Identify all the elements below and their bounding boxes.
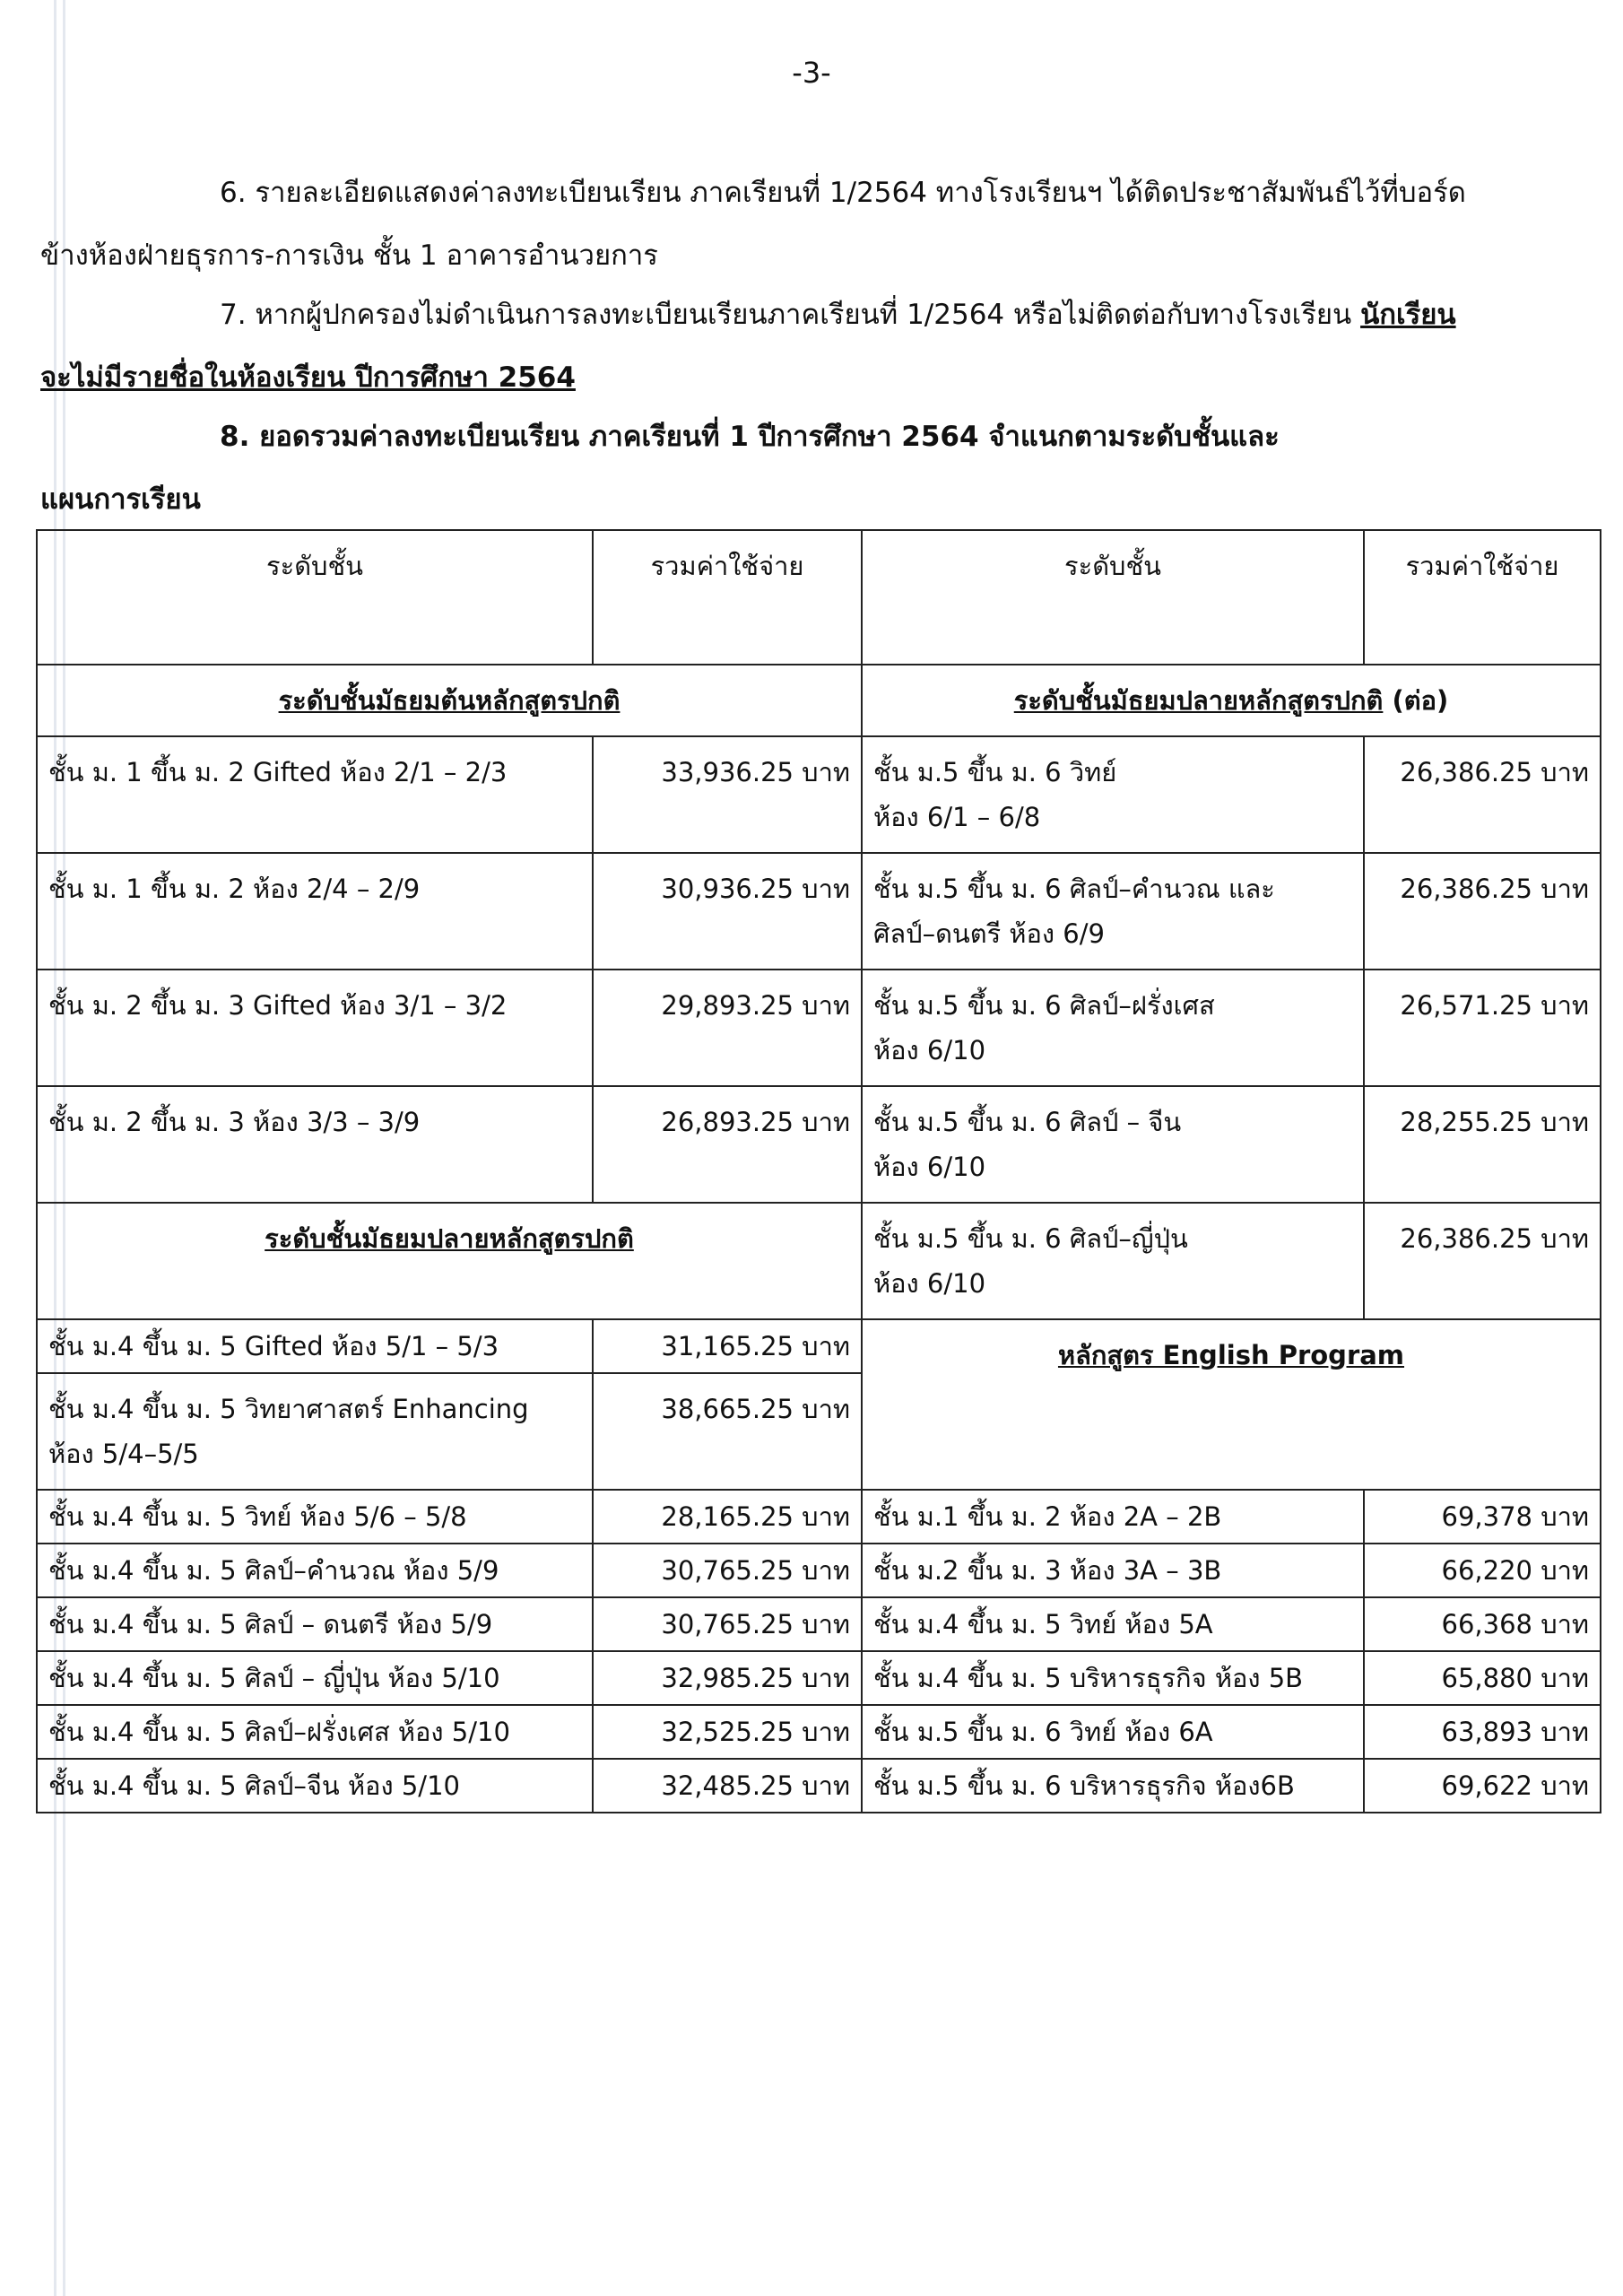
paragraph-6-line2: ข้างห้องฝ่ายธุรการ-การเงิน ชั้น 1 อาคารอำนวยการ: [40, 239, 658, 272]
row-label: ชั้น ม.4 ขึ้น ม. 5 ศิลป์ – ญี่ปุ่น ห้อง 5/10: [37, 1651, 593, 1705]
row-label: ชั้น ม.1 ขึ้น ม. 2 ห้อง 2A – 2B: [862, 1490, 1364, 1544]
row-label: ชั้น ม. 1 ขึ้น ม. 2 ห้อง 2/4 – 2/9: [37, 853, 593, 970]
table-row: [37, 736, 1601, 853]
table-header-row: [37, 530, 1601, 665]
section-upper-regular: ระดับชั้นมัธยมปลายหลักสูตรปกติ: [37, 1203, 862, 1319]
row-amount: 26,893.25 บาท: [593, 1086, 862, 1203]
row-label: ชั้น ม.4 ขึ้น ม. 5 ศิลป์–จีน ห้อง 5/10: [37, 1759, 593, 1813]
header-cost-left: รวมค่าใช้จ่าย: [593, 530, 862, 665]
row-amount: 66,220 บาท: [1364, 1544, 1601, 1597]
paragraph-6: [40, 161, 1511, 287]
row-amount: 66,368 บาท: [1364, 1597, 1601, 1651]
row-amount: 29,893.25 บาท: [593, 970, 862, 1086]
paragraph-7-warning-b: จะไม่มีรายชื่อในห้องเรียน ปีการศึกษา 2564: [40, 361, 576, 394]
paragraph-7-warning-a: นักเรียน: [1360, 299, 1456, 331]
row-amount: 33,936.25 บาท: [593, 736, 862, 853]
row-label: ชั้น ม.5 ขึ้น ม. 6 ศิลป์ – จีน ห้อง 6/10: [862, 1086, 1364, 1203]
row-label: ชั้น ม.4 ขึ้น ม. 5 ศิลป์–ฝรั่งเศส ห้อง 5/10: [37, 1705, 593, 1759]
paragraph-7-text: 7. หากผู้ปกครองไม่ดำเนินการลงทะเบียนเรียนภาคเรียนที่ 1/2564 หรือไม่ติดต่อกับทางโรงเรียน: [220, 299, 1361, 331]
row-label: ชั้น ม. 1 ขึ้น ม. 2 Gifted ห้อง 2/1 – 2/3: [37, 736, 593, 853]
table-row: [37, 1705, 1601, 1759]
table-row: [37, 1597, 1601, 1651]
row-label: ชั้น ม.5 ขึ้น ม. 6 ศิลป์–ฝรั่งเศส ห้อง 6/10: [862, 970, 1364, 1086]
row-amount: 65,880 บาท: [1364, 1651, 1601, 1705]
row-amount: 38,665.25 บาท: [593, 1373, 862, 1490]
table-row: [37, 1490, 1601, 1544]
header-cost-right: รวมค่าใช้จ่าย: [1364, 530, 1601, 665]
row-amount: 26,386.25 บาท: [1364, 736, 1601, 853]
table-row: [37, 970, 1601, 1086]
row-amount: 26,386.25 บาท: [1364, 853, 1601, 970]
row-label: ชั้น ม.4 ขึ้น ม. 5 ศิลป์ – ดนตรี ห้อง 5/9: [37, 1597, 593, 1651]
page-number: -3-: [792, 56, 831, 90]
row-amount: 31,165.25 บาท: [593, 1319, 862, 1373]
paragraph-8-line2: แผนการเรียน: [40, 483, 201, 516]
row-label: ชั้น ม.4 ขึ้น ม. 5 วิทย์ ห้อง 5/6 – 5/8: [37, 1490, 593, 1544]
row-label: ชั้น ม.4 ขึ้น ม. 5 บริหารธุรกิจ ห้อง 5B: [862, 1651, 1364, 1705]
row-amount: 30,765.25 บาท: [593, 1597, 862, 1651]
section-upper-regular-cont: ระดับชั้นมัธยมปลายหลักสูตรปกติ (ต่อ): [862, 665, 1601, 736]
header-level-right: ระดับชั้น: [862, 530, 1364, 665]
header-level-left: ระดับชั้น: [37, 530, 593, 665]
row-amount: 30,765.25 บาท: [593, 1544, 862, 1597]
row-label: ชั้น ม.2 ขึ้น ม. 3 ห้อง 3A – 3B: [862, 1544, 1364, 1597]
table-row: [37, 1544, 1601, 1597]
row-label: ชั้น ม.5 ขึ้น ม. 6 ศิลป์–ญี่ปุ่น ห้อง 6/10: [862, 1203, 1364, 1319]
row-amount: 28,255.25 บาท: [1364, 1086, 1601, 1203]
row-amount: 69,622 บาท: [1364, 1759, 1601, 1813]
row-amount: 32,485.25 บาท: [593, 1759, 862, 1813]
row-label: ชั้น ม.5 ขึ้น ม. 6 วิทย์ ห้อง 6A: [862, 1705, 1364, 1759]
table-row: [37, 1203, 1601, 1319]
row-amount: 28,165.25 บาท: [593, 1490, 862, 1544]
table-row: [37, 1319, 1601, 1373]
paragraph-8: [40, 405, 1511, 531]
table-row: [37, 1759, 1601, 1813]
row-label: ชั้น ม.5 ขึ้น ม. 6 วิทย์ ห้อง 6/1 – 6/8: [862, 736, 1364, 853]
row-amount: 30,936.25 บาท: [593, 853, 862, 970]
row-label: ชั้น ม.4 ขึ้น ม. 5 ศิลป์–คำนวณ ห้อง 5/9: [37, 1544, 593, 1597]
paragraph-7: [40, 283, 1511, 409]
paragraph-8-line1: 8. ยอดรวมค่าลงทะเบียนเรียน ภาคเรียนที่ 1 ปีการศึกษา 2564 จำแนกตามระดับชั้นและ: [220, 421, 1280, 453]
row-amount: 69,378 บาท: [1364, 1490, 1601, 1544]
fee-table: [36, 529, 1601, 1813]
row-label: ชั้น ม.5 ขึ้น ม. 6 ศิลป์–คำนวณ และ ศิลป์–ดนตรี ห้อง 6/9: [862, 853, 1364, 970]
row-label: ชั้น ม.5 ขึ้น ม. 6 บริหารธุรกิจ ห้อง6B: [862, 1759, 1364, 1813]
paragraph-6-line1: 6. รายละเอียดแสดงค่าลงทะเบียนเรียน ภาคเรียนที่ 1/2564 ทางโรงเรียนฯ ได้ติดประชาสัมพันธ์ไว้ที่บอร์ด: [220, 177, 1466, 209]
row-label: ชั้น ม.4 ขึ้น ม. 5 วิทย์ ห้อง 5A: [862, 1597, 1364, 1651]
row-label: ชั้น ม.4 ขึ้น ม. 5 Gifted ห้อง 5/1 – 5/3: [37, 1319, 593, 1373]
row-amount: 26,386.25 บาท: [1364, 1203, 1601, 1319]
row-label: ชั้น ม.4 ขึ้น ม. 5 วิทยาศาสตร์ Enhancing ห้อง 5/4–5/5: [37, 1373, 593, 1490]
section-lower-regular: ระดับชั้นมัธยมต้นหลักสูตรปกติ: [37, 665, 862, 736]
row-label: ชั้น ม. 2 ขึ้น ม. 3 Gifted ห้อง 3/1 – 3/2: [37, 970, 593, 1086]
table-row: [37, 1086, 1601, 1203]
table-row: [37, 853, 1601, 970]
row-amount: 63,893 บาท: [1364, 1705, 1601, 1759]
row-label: ชั้น ม. 2 ขึ้น ม. 3 ห้อง 3/3 – 3/9: [37, 1086, 593, 1203]
section-row: [37, 665, 1601, 736]
section-english-program: หลักสูตร English Program: [862, 1319, 1601, 1490]
row-amount: 32,525.25 บาท: [593, 1705, 862, 1759]
table-row: [37, 1651, 1601, 1705]
row-amount: 32,985.25 บาท: [593, 1651, 862, 1705]
row-amount: 26,571.25 บาท: [1364, 970, 1601, 1086]
